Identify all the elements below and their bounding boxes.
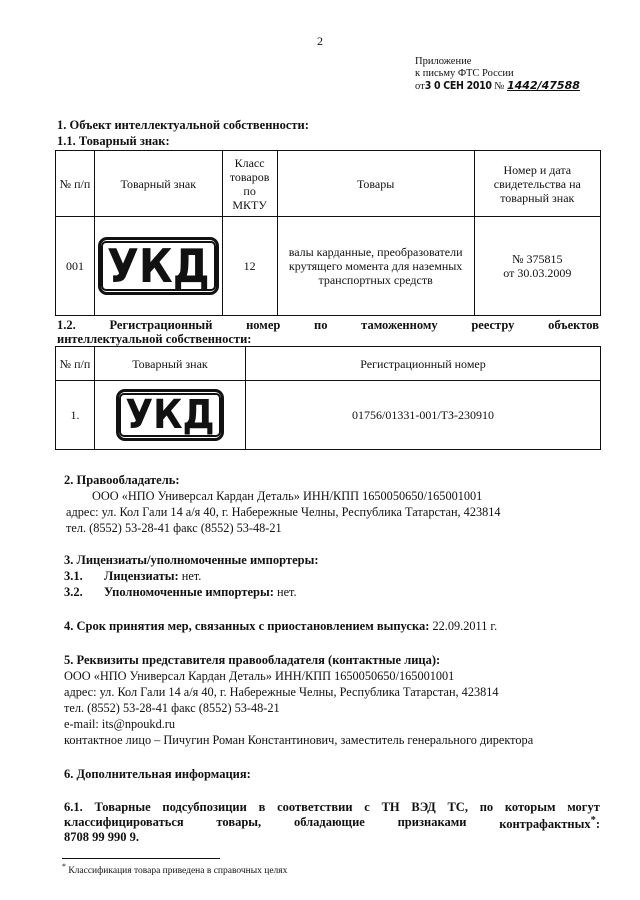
s12-w3: по [314, 318, 328, 332]
table1-header-cert: Номер и дата свидетельства на товарный знак [474, 151, 600, 217]
ukd-logo-2-text: УКД [119, 393, 220, 437]
s61-w1: подсубпозиции [162, 800, 247, 814]
cert-number: № 375815 [512, 252, 563, 266]
table1-header-mark: Товарный знак [95, 151, 223, 217]
table1-cell-goods: валы карданные, преобразователи крутящего момента для наземных транспортных средств [277, 217, 474, 316]
s61-l2w1: товары, [216, 815, 262, 829]
section4 [64, 619, 497, 634]
s32-label: Уполномоченные импортеры: [104, 585, 274, 599]
s61-l2w4-text: контрафактных [499, 817, 591, 832]
s61-w4: с [364, 800, 370, 814]
s61-w8: по [479, 800, 494, 814]
section4-title: 4. Срок принятия мер, связанных с приостановлением выпуска: [64, 619, 430, 633]
s12-w2: номер [246, 318, 281, 332]
footnote-text: Классификация товара приведена в справочных целях [68, 866, 288, 877]
table2-header-reg: Регистрационный номер [246, 347, 601, 381]
s32-value: нет. [276, 585, 297, 599]
section2-address: адрес: ул. Кол Гали 14 а/я 40, г. Набережные Челны, Республика Татарстан, 423814 [66, 505, 501, 519]
cert-date: от 30.03.2009 [503, 266, 572, 280]
section1-1-title: 1.1. Товарный знак: [57, 134, 170, 148]
date-stamp: 3 0 СЕН 2010 [424, 80, 492, 92]
section5-title: 5. Реквизиты представителя правообладателя (контактные лица): [64, 653, 441, 667]
section5-address: адрес: ул. Кол Гали 14 а/я 40, г. Набережные Челны, Республика Татарстан, 423814 [64, 685, 499, 699]
section1-title: 1. Объект интеллектуальной собственности: [57, 118, 309, 132]
s61-w0: Товарные [94, 800, 151, 814]
section5-phone: тел. (8552) 53-28-41 факс (8552) 53-48-21 [64, 701, 280, 715]
section4-value: 22.09.2011 г. [432, 619, 498, 633]
s12-w1: Регистрационный [109, 318, 213, 332]
section1-2-title-line2: интеллектуальной собственности: [57, 332, 252, 346]
ukd-logo [98, 237, 219, 295]
section6-title: 6. Дополнительная информация: [64, 767, 251, 781]
s61-w9: которым [504, 800, 556, 814]
appendix-date-line [415, 80, 580, 93]
s61-w3: соответствии [277, 800, 353, 814]
table1-cell-num: 001 [56, 217, 95, 316]
table2-cell-num: 1. [56, 381, 95, 450]
s12-w0: 1.2. [57, 318, 76, 332]
page-number: 2 [317, 34, 323, 48]
letter-number: 1442/47588 [506, 79, 580, 92]
ukd-logo-text: УКД [101, 241, 216, 291]
registry-table [55, 346, 601, 450]
s61-w10: могут [567, 800, 600, 814]
section6-1-line1 [64, 800, 600, 815]
appendix-block [415, 56, 580, 93]
s31-num: 3.1. [64, 569, 83, 583]
s61-w6: ВЭД [411, 800, 436, 814]
s61-l2w0: классифицироваться [64, 815, 184, 829]
table1-header-class: Класс товаров по МКТУ [222, 151, 277, 217]
s12-w5: реестру [471, 318, 515, 332]
s12-w4: таможенному [361, 318, 438, 332]
section2-org: ООО «НПО Универсал Кардан Деталь» ИНН/КПП 1650050650/165001001 [92, 489, 483, 503]
s12-w6: объектов [548, 318, 599, 332]
section3-1 [64, 569, 201, 584]
section5-email: e-mail: its@npoukd.ru [64, 717, 176, 731]
trademark-table [55, 150, 601, 316]
table1-header-num: № п/п [56, 151, 95, 217]
section5-org: ООО «НПО Универсал Кардан Деталь» ИНН/КПП 1650050650/165001001 [64, 669, 455, 683]
table2-cell-reg: 01756/01331-001/ТЗ-230910 [246, 381, 601, 450]
section5-contact: контактное лицо – Пичугин Роман Константинович, заместитель генерального директора [64, 733, 534, 747]
footnote-mark: * [62, 862, 66, 871]
table1-cell-mark [95, 217, 223, 316]
s61-w5: ТН [381, 800, 400, 814]
s31-label: Лицензиаты: [104, 569, 179, 583]
section2-title: 2. Правообладатель: [64, 473, 180, 487]
section3-title: 3. Лицензиаты/уполномоченные импортеры: [64, 553, 319, 567]
footnote [62, 862, 287, 876]
table1-cell-cert [474, 217, 600, 316]
section3-2 [64, 585, 297, 600]
appendix-title: Приложение [415, 56, 472, 67]
s61-colon: : [595, 817, 600, 832]
section6-1-line2 [64, 815, 600, 832]
s61-w2: в [258, 800, 266, 814]
s61-w7: ТС, [447, 800, 468, 814]
s61-l2w3: признаками [397, 815, 467, 829]
ukd-logo-2 [116, 389, 223, 441]
number-prefix: № [494, 81, 505, 92]
section2-phone: тел. (8552) 53-28-41 факс (8552) 53-48-21 [66, 521, 282, 535]
footnote-ref: * [590, 815, 596, 826]
footnote-divider [62, 858, 220, 859]
section6-1-line3: 8708 99 990 9. [64, 830, 139, 844]
date-prefix: от [415, 81, 425, 92]
table1-cell-class: 12 [222, 217, 277, 316]
table2-header-num: № п/п [56, 347, 95, 381]
s61-l2w2: обладающие [293, 815, 365, 829]
s31-value: нет. [181, 569, 202, 583]
table2-header-mark: Товарный знак [95, 347, 246, 381]
appendix-letter-ref: к письму ФТС России [415, 68, 514, 79]
s61-num: 6.1. [64, 800, 83, 814]
section1-2-title-line1 [57, 318, 599, 333]
table2-cell-mark [95, 381, 246, 450]
table1-header-goods: Товары [277, 151, 474, 217]
s32-num: 3.2. [64, 585, 83, 599]
s61-l2w4 [499, 815, 600, 832]
